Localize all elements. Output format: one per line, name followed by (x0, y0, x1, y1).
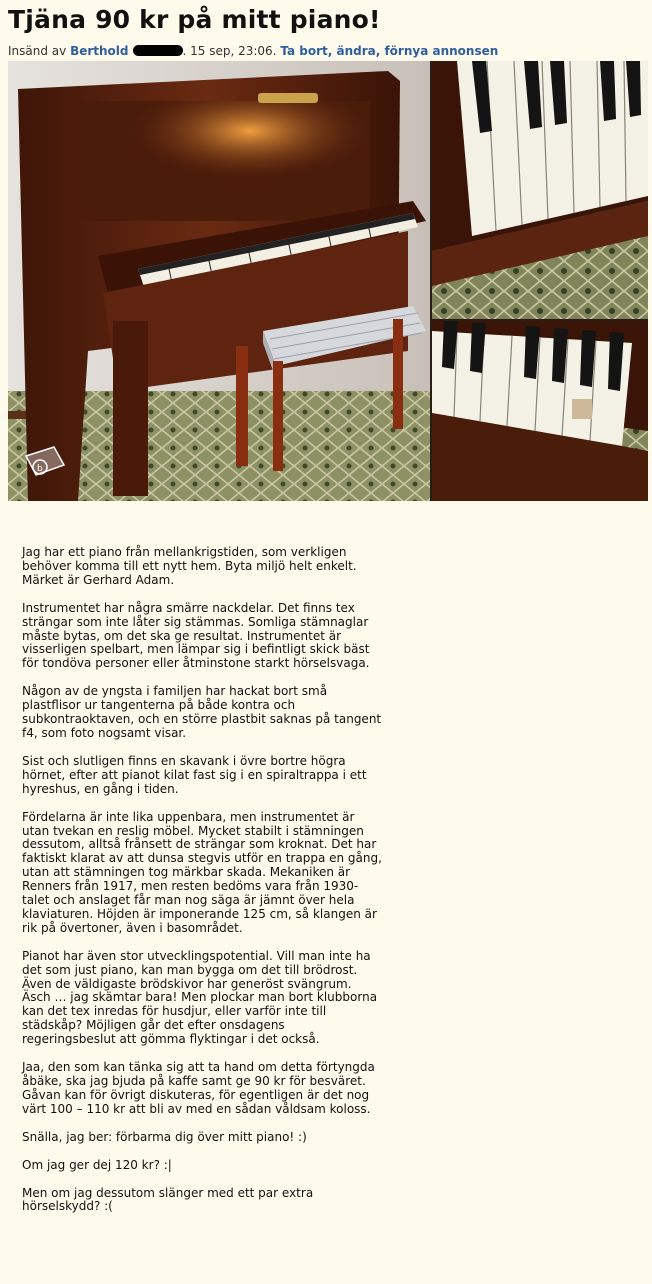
page-title: Tjäna 90 kr på mitt piano! (8, 5, 381, 34)
redacted-name-bar (133, 45, 183, 56)
paragraph: Men om jag dessutom slänger med ett par extra hörselskydd? :( (22, 1185, 314, 1214)
paragraph: Instrumentet har några smärre nackdelar. Det finns tex strängar som inte låter sig stämmas. Somliga stämnaglar måste bytas, om det ska ge resultat. Instrumentet är visserligen spelbart, men lämpar sig i befintligt skick bäst för tondöva personer eller åtminstone starkt hörselsvaga. (22, 600, 370, 671)
edit-ad-link[interactable]: Ta bort, ändra, förnya annonsen (280, 44, 499, 58)
paragraph: Jag har ett piano från mellankrigstiden, som verkligen behöver komma till ett nytt hem. Byta miljö helt enkelt. Märket är Gerhard Adam. (22, 545, 357, 587)
piano-keys-photo-bottom[interactable] (432, 321, 648, 501)
photo-gallery (8, 61, 648, 501)
paragraph: Fördelarna är inte lika uppenbara, men instrumentet är utan tvekan en reslig möbel. Mycket stabilt i stämningen dessutom, alltså frånsett de strängar som kroknat. Det har faktiskt klarat av att dunsa stegvis utför en trappa en gång, utan att stämningen tog märkbar skada. Mekaniken är Renners från 1917, men resten bedöms vara från 1930-talet och anslaget får man nog säga är jämnt över hela klaviaturen. Höjden är imponerande 125 cm, så klangen är rik på övertoner, även i basområdet. (22, 809, 382, 935)
piano-photo-main[interactable] (8, 61, 430, 501)
paragraph: Sist och slutligen finns en skavank i övre bortre högra hörnet, efter att pianot kilat fast sig i en spiraltrappa i ett hyreshus, en gång i tiden. (22, 753, 367, 796)
paragraph: Någon av de yngsta i familjen har hackat bort små plastflisor ur tangenterna på både kontra och subkontraoktaven, och en större plastbit saknas på tangent f4, som foto nogsamt visar. (22, 684, 382, 740)
svg-text:b: b (37, 464, 43, 474)
byline (8, 43, 498, 59)
paragraph: Om jag ger dej 120 kr? :| (22, 1157, 172, 1172)
paragraph: Jaa, den som kan tänka sig att ta hand om detta förtyngda åbäke, ska jag bjuda på kaffe samt ge 90 kr för besväret. Gåvan kan för övrigt diskuteras, för egentligen är det nog värt 100 – 110 kr att bli av med en sådan våldsam koloss. (22, 1060, 375, 1116)
author-link[interactable]: Berthold (70, 44, 129, 58)
paragraph: Snälla, jag ber: förbarma dig över mitt piano! :) (22, 1129, 307, 1144)
post-date: . 15 sep, 23:06. (182, 44, 277, 58)
piano-keys-photo-top[interactable] (432, 61, 648, 319)
paragraph: Pianot har även stor utvecklingspotential. Vill man inte ha det som just piano, kan man bygga om det till brödrost. Även de väldigaste brödskivor har generöst svängrum. Äsch … jag skämtar bara! Men plockar man bort klubborna kan det tex inredas för husdjur, eller varför inte till städskåp? Möjligen går det efter onsdagens regeringsbeslut att gömma flyktingar i det också. (22, 948, 378, 1047)
ad-description (22, 546, 382, 1228)
byline-prefix: Insänd av (8, 44, 67, 58)
